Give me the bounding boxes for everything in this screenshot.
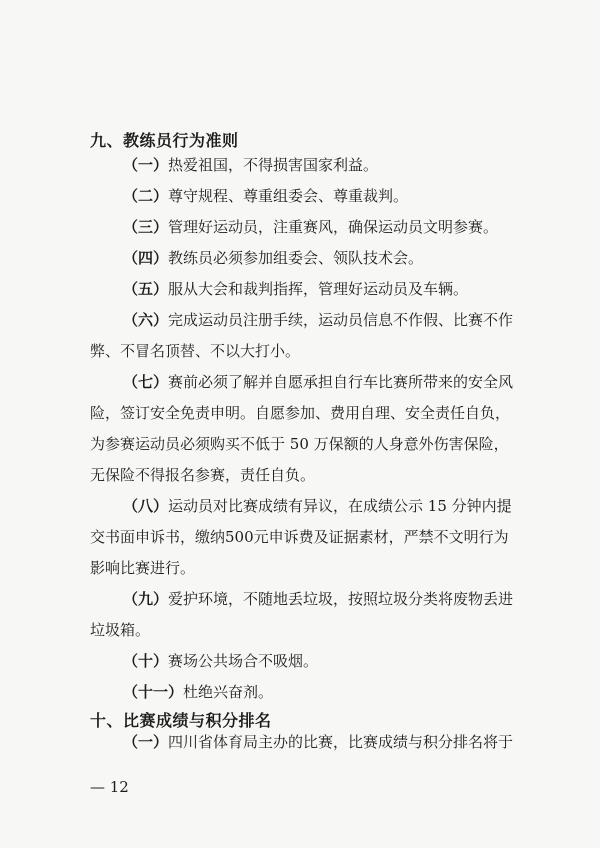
section-9-heading: 九、教练员行为准则 — [90, 131, 239, 150]
item-text: 爱护环境，不随地丢垃圾，按照垃圾分类将废物丢进 — [168, 590, 514, 608]
item-text: 热爱祖国，不得损害国家利益。 — [168, 156, 379, 174]
item-9-11 — [90, 677, 520, 708]
item-text: 赛前必须了解并自愿承担自行车比赛所带来的安全风 — [168, 373, 514, 391]
section-10-heading: 十、比赛成绩与积分排名 — [90, 711, 272, 730]
item-text: 教练员必须参加组委会、领队技术会。 — [168, 249, 424, 267]
item-number: （十） — [123, 652, 169, 670]
item-10-1 — [90, 727, 520, 758]
item-text: 交书面申诉书，缴纳500元申诉费及证据素材，严禁不文明行为 — [90, 528, 509, 546]
item-number: （六） — [123, 311, 169, 329]
item-text: 完成运动员注册手续，运动员信息不作假、比赛不作 — [168, 311, 514, 329]
item-9-6 — [90, 305, 520, 367]
item-number: （四） — [123, 249, 169, 267]
item-number: （八） — [123, 497, 169, 515]
item-number: （五） — [123, 280, 169, 298]
item-number: （十一） — [123, 683, 184, 701]
item-text: 尊守规程、尊重组委会、尊重裁判。 — [168, 187, 409, 205]
item-number: （三） — [123, 218, 169, 236]
item-text: 运动员对比赛成绩有异议，在成绩公示 15 分钟内提 — [168, 497, 512, 515]
item-9-4 — [90, 243, 520, 274]
page-number: — 12 — [90, 778, 129, 796]
item-9-9 — [90, 584, 520, 646]
item-text: 无保险不得报名参赛，责任自负。 — [90, 466, 316, 484]
item-number: （七） — [123, 373, 169, 391]
item-text: 赛场公共场合不吸烟。 — [168, 652, 319, 670]
item-9-8 — [90, 491, 520, 584]
item-text: 险，签订安全免责申明。自愿参加、费用自理、安全责任自负， — [90, 404, 511, 422]
item-text: 四川省体育局主办的比赛，比赛成绩与积分排名将于 — [168, 733, 514, 751]
item-number: （一） — [123, 156, 169, 174]
item-text: 管理好运动员，注重赛风，确保运动员文明参赛。 — [168, 218, 499, 236]
item-text: 杜绝兴奋剂。 — [183, 683, 274, 701]
item-number: （二） — [123, 187, 169, 205]
item-text: 为参赛运动员必须购买不低于 50 万保额的人身意外伤害保险， — [90, 435, 509, 453]
item-9-5 — [90, 274, 520, 305]
item-9-7 — [90, 367, 520, 491]
item-text: 弊、不冒名顶替、不以大打小。 — [90, 342, 301, 360]
item-text: 服从大会和裁判指挥，管理好运动员及车辆。 — [168, 280, 469, 298]
item-9-1 — [90, 150, 520, 181]
item-9-2 — [90, 181, 520, 212]
item-9-10 — [90, 646, 520, 677]
item-text: 影响比赛进行。 — [90, 559, 196, 577]
item-9-3 — [90, 212, 520, 243]
item-number: （九） — [123, 590, 169, 608]
item-text: 垃圾箱。 — [90, 621, 151, 639]
item-number: （一） — [123, 733, 169, 751]
